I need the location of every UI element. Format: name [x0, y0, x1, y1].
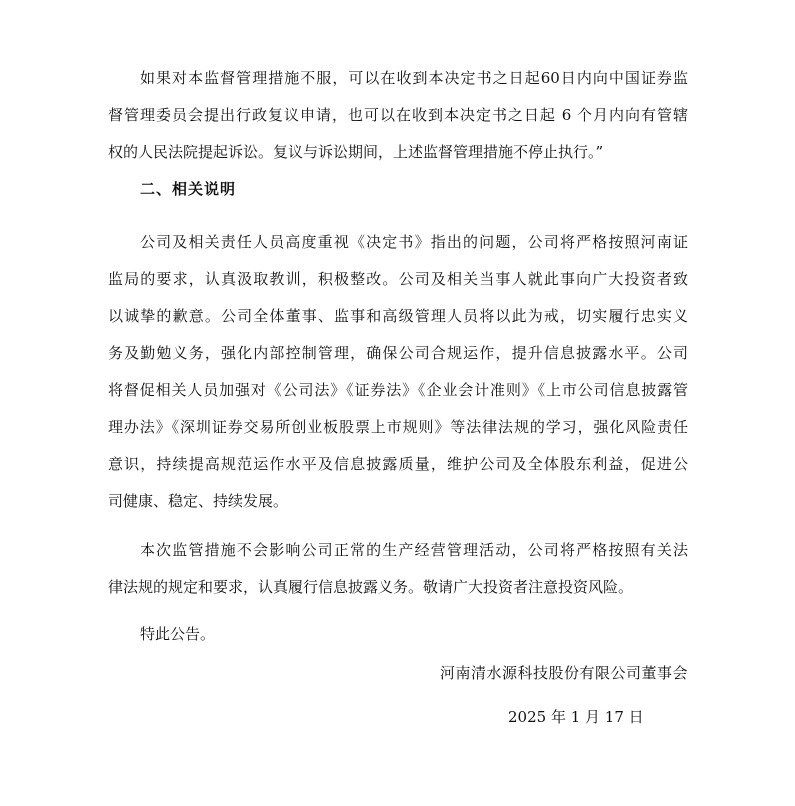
paragraph-impact [108, 532, 688, 606]
text-line: 律法规的规定和要求，认真履行信息披露义务。敬请广大投资者注意投资风险。 [108, 578, 634, 596]
text-line: 监局的要求，认真汲取教训，积极整改。公司及相关当事人就此事向广大投资者致 [108, 270, 688, 288]
signature: 河南清水源科技股份有限公司董事会 [439, 664, 688, 682]
text-line: 本次监管措施不会影响公司正常的生产经营管理活动，公司将严格按照有关法 [140, 541, 688, 559]
text-line: 将督促相关人员加强对《公司法》《证券法》《企业会计准则》《上市公司信息披露管 [108, 381, 688, 399]
document-date: 2025 年 1 月 17 日 [508, 708, 644, 726]
text-line: 意识，持续提高规范运作水平及信息披露质量，维护公司及全体股东利益，促进公 [108, 455, 688, 473]
closing-text: 特此公告。 [140, 625, 216, 643]
text-line: 理办法》《深圳证券交易所创业板股票上市规则》等法律法规的学习，强化风险责任 [108, 418, 688, 436]
text-line: 以诚挚的歉意。公司全体董事、监事和高级管理人员将以此为戒，切实履行忠实义 [108, 307, 688, 325]
paragraph-explanation [108, 224, 688, 520]
text-line: 公司及相关责任人员高度重视《决定书》指出的问题，公司将严格按照河南证 [140, 233, 688, 251]
text-line: 司健康、稳定、持续发展。 [108, 492, 289, 510]
paragraph-appeal-rights [108, 60, 688, 171]
section-heading: 二、相关说明 [140, 180, 237, 198]
text-line: 权的人民法院提起诉讼。复议与诉讼期间，上述监督管理措施不停止执行。” [108, 143, 604, 161]
text-line: 督管理委员会提出行政复议申请，也可以在收到本决定书之日起 6 个月内向有管辖 [108, 106, 688, 124]
text-line: 如果对本监督管理措施不服，可以在收到本决定书之日起60日内向中国证券监 [140, 69, 688, 87]
text-line: 务及勤勉义务，强化内部控制管理，确保公司合规运作，提升信息披露水平。公司 [108, 344, 688, 362]
